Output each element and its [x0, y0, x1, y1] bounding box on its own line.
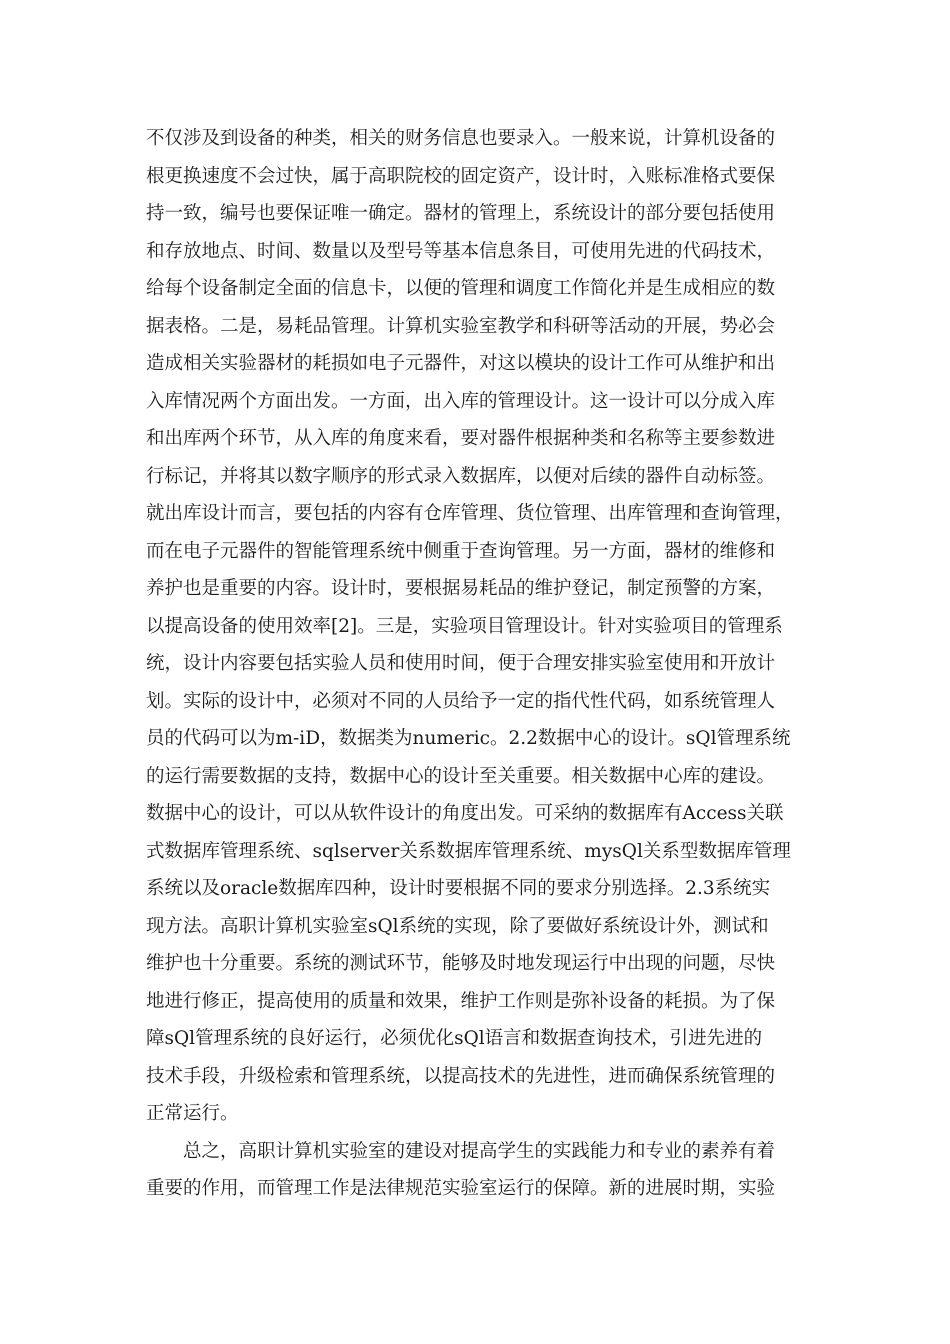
text-line: 总之，高职计算机实验室的建设对提高学生的实践能力和专业的素养有着 [183, 1140, 776, 1162]
text-line: 不仅涉及到设备的种类，相关的财务信息也要录入。一般来说，计算机设备的 [146, 128, 776, 149]
paragraph [146, 120, 836, 1133]
text-line: 以提高设备的使用效率[2]。三是，实验项目管理设计。针对实验项目的管理系 [146, 615, 783, 637]
text-line: 养护也是重要的内容。设计时，要根据易耗品的维护登记，制定预警的方案， [146, 578, 776, 599]
text-line: 行标记，并将其以数字顺序的形式录入数据库，以便对后续的器件自动标签。 [146, 465, 776, 487]
paragraph [146, 1133, 836, 1208]
text-line: 统，设计内容要包括实验人员和使用时间，便于合理安排实验室使用和开放计 [146, 653, 776, 674]
text-line: 而在电子元器件的智能管理系统中侧重于查询管理。另一方面，器材的维修和 [146, 540, 776, 562]
text-line: 据表格。二是，易耗品管理。计算机实验室教学和科研等活动的开展，势必会 [146, 315, 776, 337]
text-line: 系统以及oracle数据库四种，设计时要根据不同的要求分别选择。2.3系统实 [146, 878, 771, 899]
text-line: 的运行需要数据的支持，数据中心的设计至关重要。相关数据中心库的建设。 [146, 765, 776, 787]
text-line: 障sQl管理系统的良好运行，必须优化sQl语言和数据查询技术，引进先进的 [146, 1028, 763, 1049]
text-line: 维护也十分重要。系统的测试环节，能够及时地发现运行中出现的问题，尽快 [146, 953, 776, 974]
text-line: 划。实际的设计中，必须对不同的人员给予一定的指代性代码，如系统管理人 [146, 690, 776, 712]
text-line: 重要的作用，而管理工作是法律规范实验室运行的保障。新的进展时期，实验 [146, 1178, 776, 1199]
text-line: 地进行修正，提高使用的质量和效果，维护工作则是弥补设备的耗损。为了保 [146, 990, 776, 1012]
text-line: 根更换速度不会过快，属于高职院校的固定资产，设计时，入账标准格式要保 [146, 165, 776, 187]
text-line: 和出库两个环节，从入库的角度来看，要对器件根据种类和名称等主要参数进 [146, 428, 776, 449]
text-line: 现方法。高职计算机实验室sQl系统的实现，除了要做好系统设计外，测试和 [146, 915, 769, 937]
text-line: 给每个设备制定全面的信息卡，以便的管理和调度工作简化并是生成相应的数 [146, 278, 776, 299]
text-line: 持一致，编号也要保证唯一确定。器材的管理上，系统设计的部分要包括使用 [146, 203, 776, 224]
text-line: 正常运行。 [146, 1103, 239, 1124]
text-line: 技术手段，升级检索和管理系统，以提高技术的先进性，进而确保系统管理的 [146, 1065, 776, 1087]
text-line: 造成相关实验器材的耗损如电子元器件，对这以模块的设计工作可从维护和出 [146, 353, 776, 374]
text-line: 和存放地点、时间、数量以及型号等基本信息条目，可使用先进的代码技术， [146, 240, 776, 262]
text-line: 就出库设计而言，要包括的内容有仓库管理、货位管理、出库管理和查询管理， [146, 503, 794, 524]
body-text [146, 120, 836, 1208]
text-line: 式数据库管理系统、sqlserver关系数据库管理系统、mysQl关系型数据库管理 [146, 840, 791, 862]
text-line: 员的代码可以为m-iD，数据类为numeric。2.2数据中心的设计。sQl管理系统 [146, 728, 791, 749]
text-line: 入库情况两个方面出发。一方面，出入库的管理设计。这一设计可以分成入库 [146, 390, 776, 412]
text-line: 数据中心的设计，可以从软件设计的角度出发。可采纳的数据库有Access关联 [146, 803, 784, 824]
